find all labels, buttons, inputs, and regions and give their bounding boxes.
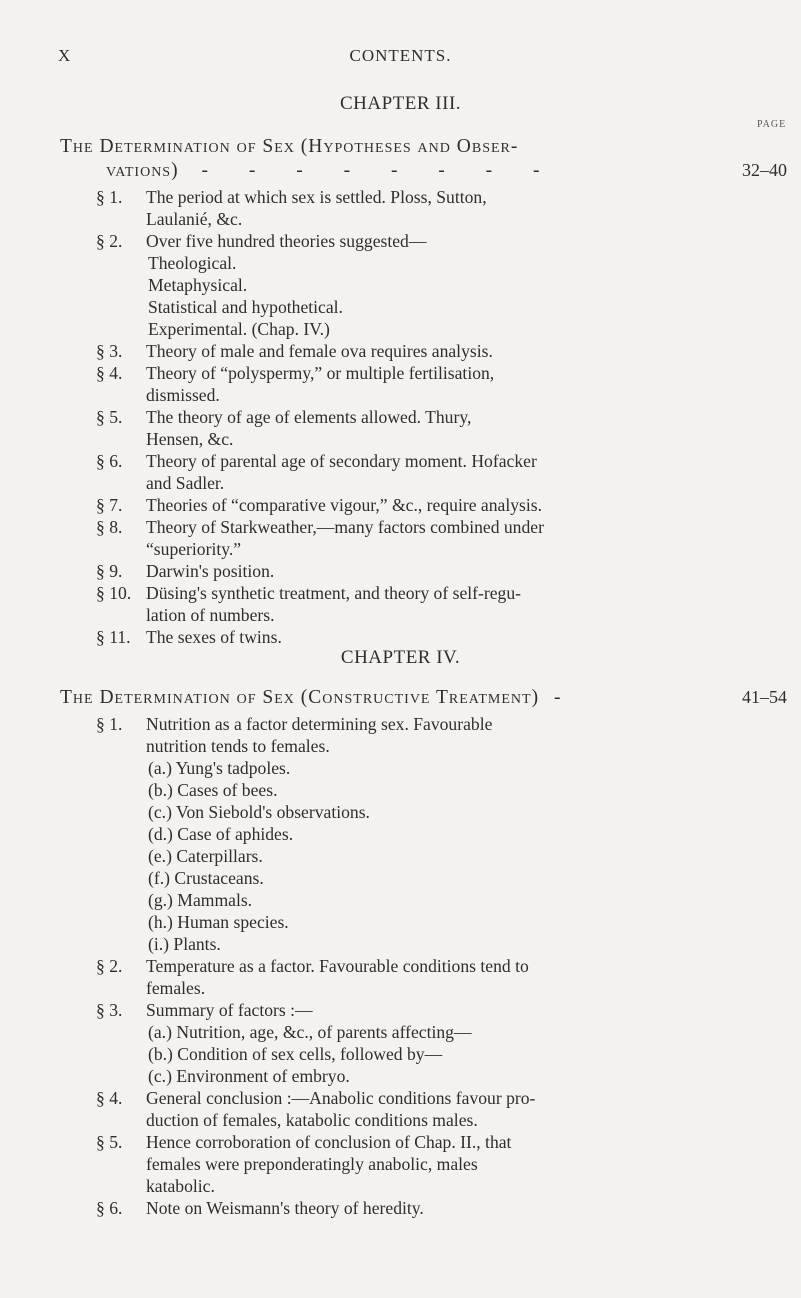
section-line: and Sadler. [146, 473, 225, 493]
section-entry [0, 999, 801, 1021]
section-number: § 5. [96, 407, 123, 427]
section-entry [0, 450, 801, 494]
section-line: The period at which sex is settled. Ploss, Sutton, [146, 187, 487, 207]
sub-item: (a.) Yung's tadpoles. [148, 758, 291, 778]
section-entry [0, 582, 801, 626]
chapter-3-leader: - - - - - - - - [201, 160, 558, 181]
section-number: § 9. [96, 561, 123, 581]
chapter-4-pages: 41–54 [742, 687, 787, 707]
section-entry [0, 1087, 801, 1131]
section-line: Hensen, &c. [146, 429, 234, 449]
section-line: females were preponderatingly anabolic, males [146, 1154, 478, 1174]
section-line: Düsing's synthetic treatment, and theory of self-regu- [146, 583, 521, 603]
sub-item: (i.) Plants. [148, 934, 221, 954]
section-line: “superiority.” [146, 539, 242, 559]
section-line: Temperature as a factor. Favourable conditions tend to [146, 956, 529, 976]
section-number: § 4. [96, 363, 123, 383]
section-line: Nutrition as a factor determining sex. Favourable [146, 714, 493, 734]
page-folio: X [58, 46, 72, 65]
section-line: katabolic. [146, 1176, 215, 1196]
section-line: nutrition tends to females. [146, 736, 330, 756]
sub-item: Experimental. (Chap. IV.) [148, 319, 330, 339]
section-line: dismissed. [146, 385, 220, 405]
section-entry [0, 1197, 801, 1219]
chapter-3-title-line-2: vations) [106, 160, 179, 181]
chapter-4-sections [0, 713, 801, 1219]
section-line: General conclusion :—Anabolic conditions favour pro- [146, 1088, 536, 1108]
section-entry [0, 516, 801, 560]
section-number: § 6. [96, 1198, 123, 1218]
sub-item: Statistical and hypothetical. [148, 297, 343, 317]
section-line: Hence corroboration of conclusion of Chap. II., that [146, 1132, 512, 1152]
section-line: Theories of “comparative vigour,” &c., require analysis. [146, 495, 542, 515]
sub-item: (f.) Crustaceans. [148, 868, 264, 888]
chapter-3-title-line-1: The Determination of Sex (Hypotheses and Obser- [60, 136, 519, 157]
section-number: § 3. [96, 1000, 123, 1020]
section-line: lation of numbers. [146, 605, 275, 625]
section-line: Theory of “polyspermy,” or multiple fertilisation, [146, 363, 495, 383]
sub-item: Theological. [148, 253, 237, 273]
section-line: Summary of factors :— [146, 1000, 313, 1020]
page-column-label: PAGE [757, 119, 787, 130]
sub-item: (g.) Mammals. [148, 890, 253, 910]
sub-item: (e.) Caterpillars. [148, 846, 263, 866]
section-line: females. [146, 978, 206, 998]
section-entry [0, 626, 801, 648]
section-line: Laulanié, &c. [146, 209, 243, 229]
section-number: § 6. [96, 451, 123, 471]
sub-item: (h.) Human species. [148, 912, 289, 932]
section-entry [0, 713, 801, 757]
sub-item: (a.) Nutrition, age, &c., of parents affecting— [148, 1022, 472, 1042]
section-number: § 11. [96, 627, 131, 647]
section-number: § 2. [96, 956, 123, 976]
section-entry [0, 1131, 801, 1197]
section-entry [0, 362, 801, 406]
chapter-3-pages: 32–40 [742, 160, 787, 180]
chapter-4-title-line-1: The Determination of Sex (Constructive Treatment) [60, 687, 540, 708]
section-number: § 4. [96, 1088, 123, 1108]
running-head [0, 46, 801, 72]
section-line: Over five hundred theories suggested— [146, 231, 427, 251]
section-number: § 1. [96, 187, 123, 207]
section-entry [0, 406, 801, 450]
section-entry [0, 955, 801, 999]
sub-item: Metaphysical. [148, 275, 248, 295]
chapter-3-sections [0, 186, 801, 648]
section-line: Theory of Starkweather,—many factors combined under [146, 517, 544, 537]
section-number: § 2. [96, 231, 123, 251]
sub-item: (d.) Case of aphides. [148, 824, 294, 844]
section-line: Note on Weismann's theory of heredity. [146, 1198, 424, 1218]
chapter-4-leader: - [553, 687, 561, 708]
chapter-4-title [60, 686, 750, 710]
section-number: § 3. [96, 341, 123, 361]
running-title: CONTENTS. [349, 46, 452, 65]
section-number: § 5. [96, 1132, 123, 1152]
sub-item: (c.) Von Siebold's observations. [148, 802, 370, 822]
section-line: The theory of age of elements allowed. Thury, [146, 407, 472, 427]
section-number: § 7. [96, 495, 123, 515]
section-entry [0, 186, 801, 230]
chapter-3-heading: CHAPTER III. [339, 93, 462, 114]
chapter-3-title [60, 135, 740, 183]
section-line: Theory of male and female ova requires analysis. [146, 341, 493, 361]
section-number: § 10. [96, 583, 132, 603]
section-line: Theory of parental age of secondary moment. Hofacker [146, 451, 537, 471]
chapter-4-heading: CHAPTER IV. [340, 647, 461, 668]
section-number: § 8. [96, 517, 123, 537]
section-number: § 1. [96, 714, 123, 734]
section-line: Darwin's position. [146, 561, 275, 581]
section-entry [0, 560, 801, 582]
sub-item: (b.) Condition of sex cells, followed by— [148, 1044, 443, 1064]
section-line: duction of females, katabolic conditions males. [146, 1110, 478, 1130]
section-entry [0, 340, 801, 362]
sub-item: (b.) Cases of bees. [148, 780, 278, 800]
section-entry [0, 230, 801, 252]
section-line: The sexes of twins. [146, 627, 282, 647]
section-entry [0, 494, 801, 516]
sub-item: (c.) Environment of embryo. [148, 1066, 350, 1086]
